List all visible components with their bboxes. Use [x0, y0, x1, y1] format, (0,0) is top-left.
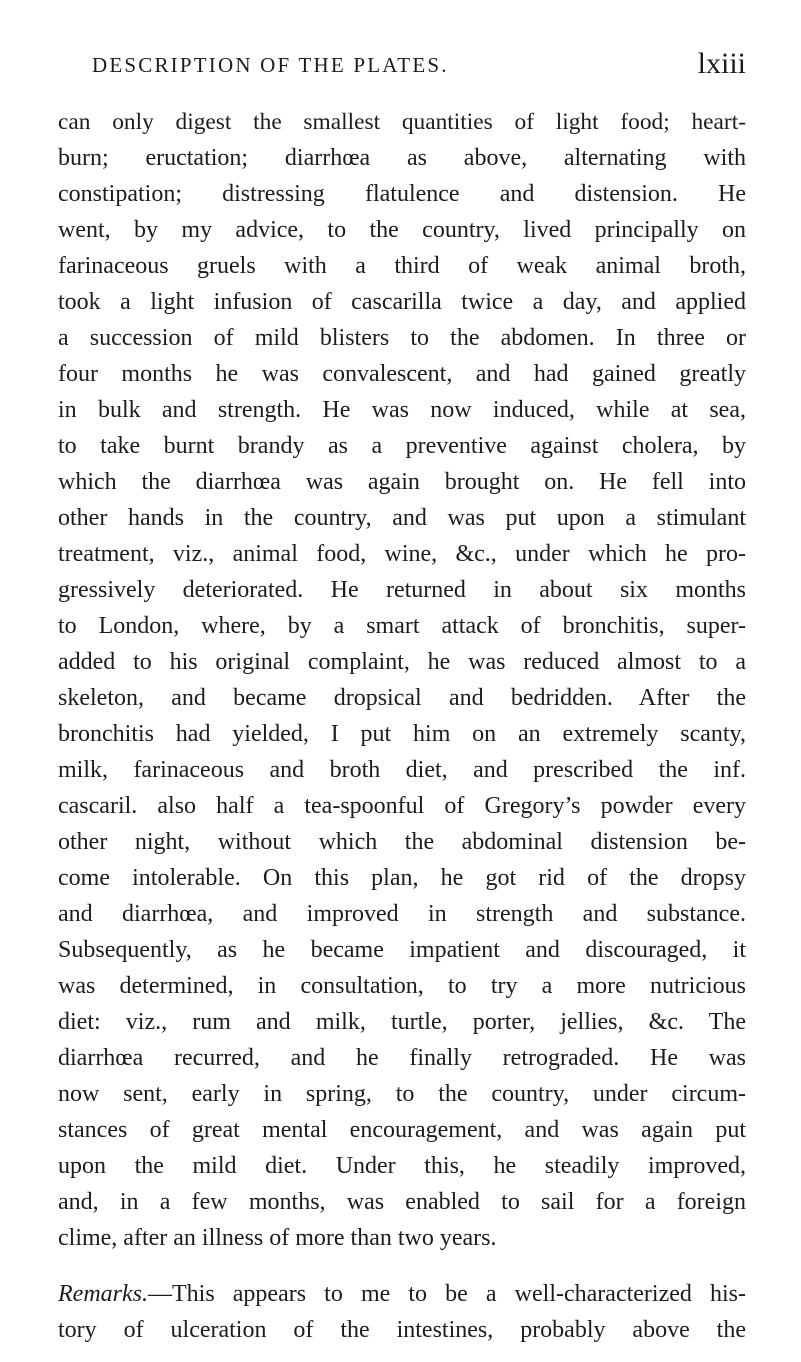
text-line: now sent, early in spring, to the country, under circum-	[58, 1081, 746, 1107]
remarks-line	[58, 1276, 746, 1312]
text-line: was determined, in consultation, to try a more nutricious	[58, 973, 746, 999]
text-line: diarrhœa recurred, and he finally retrograded. He was	[58, 1045, 746, 1071]
text-line: skeleton, and became dropsical and bedridden. After the	[58, 685, 746, 711]
text-line: tory of ulceration of the intestines, probably above the	[58, 1317, 746, 1343]
text-line: took a light infusion of cascarilla twice a day, and applied	[58, 289, 746, 315]
text-line: burn; eructation; diarrhœa as above, alternating with	[58, 145, 746, 171]
paragraph-gap	[58, 1256, 746, 1276]
text-line: bronchitis had yielded, I put him on an extremely scanty,	[58, 721, 746, 747]
text-line: treatment, viz., animal food, wine, &c., under which he pro-	[58, 541, 746, 567]
text-line: a succession of mild blisters to the abdomen. In three or	[58, 325, 746, 351]
text-line: come intolerable. On this plan, he got rid of the dropsy	[58, 865, 746, 891]
text-line: which the diarrhœa was again brought on. He fell into	[58, 469, 746, 495]
text-line: milk, farinaceous and broth diet, and prescribed the inf.	[58, 757, 746, 783]
text-line: in bulk and strength. He was now induced, while at sea,	[58, 397, 746, 423]
remarks-text: —This appears to me to be a well-characterized his-	[147, 1281, 746, 1307]
text-line: to take burnt brandy as a preventive against cholera, by	[58, 433, 746, 459]
text-line: cascaril. also half a tea-spoonful of Gregory’s powder every	[58, 793, 746, 819]
text-line: Subsequently, as he became impatient and discouraged, it	[58, 937, 746, 963]
text-line: other night, without which the abdominal distension be-	[58, 829, 746, 855]
text-line: and diarrhœa, and improved in strength and substance.	[58, 901, 746, 927]
page-header	[92, 47, 746, 83]
text-line: went, by my advice, to the country, lived principally on	[58, 217, 746, 243]
text-line: can only digest the smallest quantities of light food; heart-	[58, 109, 746, 135]
text-line: diet: viz., rum and milk, turtle, porter, jellies, &c. The	[58, 1009, 746, 1035]
remarks-label: Remarks.	[58, 1281, 148, 1307]
text-line: four months he was convalescent, and had gained greatly	[58, 361, 746, 387]
text-line: to London, where, by a smart attack of bronchitis, super-	[58, 613, 746, 639]
running-title: DESCRIPTION OF THE PLATES.	[92, 53, 449, 77]
body-text	[58, 104, 746, 1348]
text-line: stances of great mental encouragement, and was again put	[58, 1117, 746, 1143]
text-line: constipation; distressing flatulence and distension. He	[58, 181, 746, 207]
text-line: farinaceous gruels with a third of weak animal broth,	[58, 253, 746, 279]
text-line: clime, after an illness of more than two years.	[58, 1225, 497, 1251]
text-line: added to his original complaint, he was reduced almost to a	[58, 649, 746, 675]
page-number: lxiii	[697, 47, 746, 80]
text-line: and, in a few months, was enabled to sail for a foreign	[58, 1189, 746, 1215]
text-line: upon the mild diet. Under this, he steadily improved,	[58, 1153, 746, 1179]
text-line: other hands in the country, and was put upon a stimulant	[58, 505, 746, 531]
text-line: gressively deteriorated. He returned in about six months	[58, 577, 746, 603]
